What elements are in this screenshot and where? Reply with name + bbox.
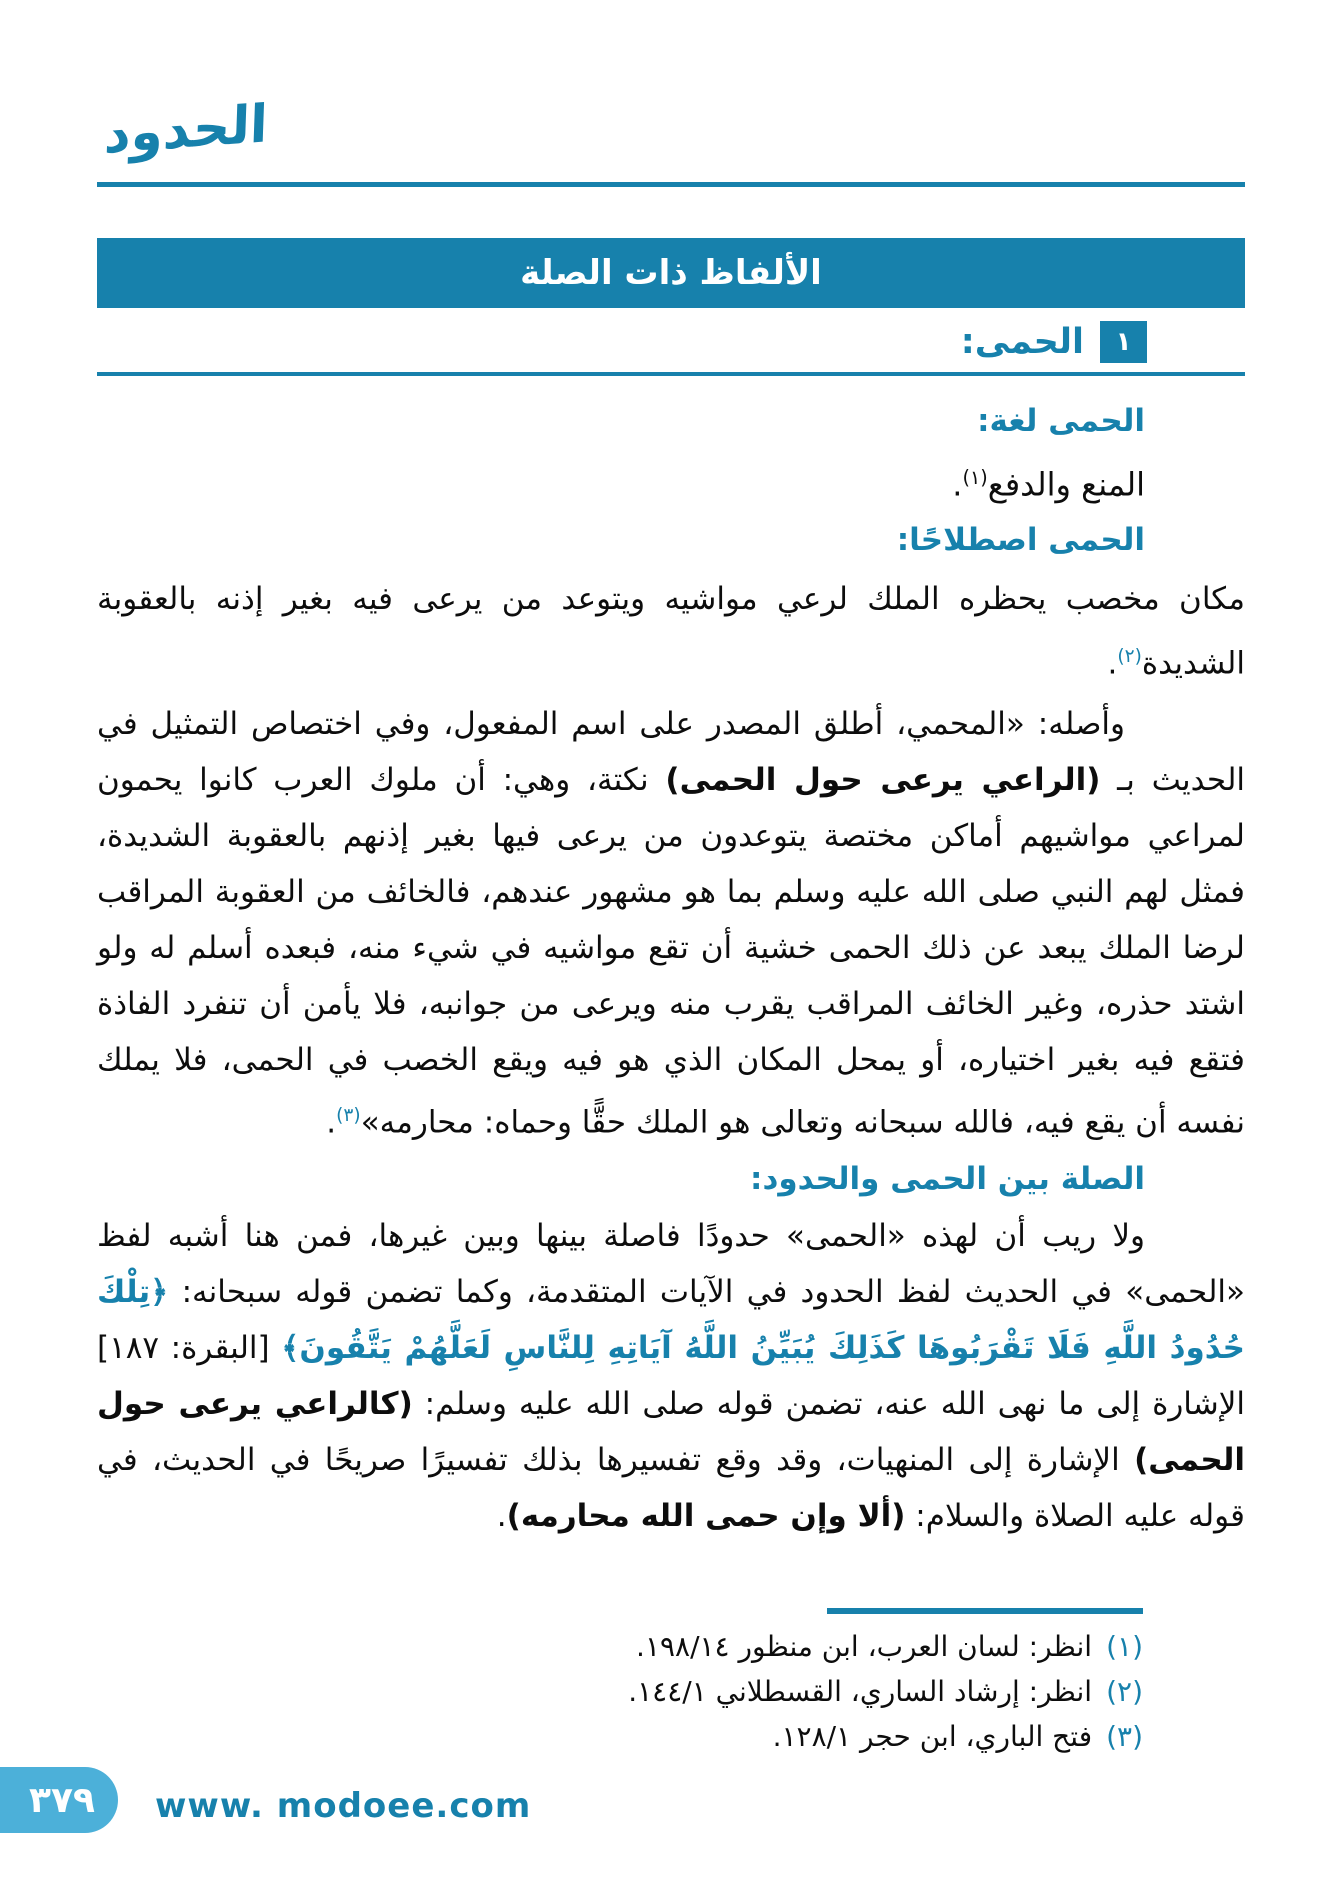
main-content <box>97 398 1245 1548</box>
text-segment-marker: (٢) <box>1117 645 1142 667</box>
footnote-text: انظر: إرشاد الساري، القسطلاني ١٤٤/١. <box>628 1675 1093 1708</box>
footnote-text: فتح الباري، ابن حجر ١٢٨/١. <box>772 1720 1093 1753</box>
term-title: الحمى: <box>960 322 1084 362</box>
text-segment-normal: . <box>326 1104 337 1141</box>
term-number-badge <box>1100 321 1147 363</box>
text-segment-normal: . <box>952 465 963 504</box>
subheading-istilah: الحمى اصطلاحًا: <box>896 521 1145 558</box>
text-segment-marker: (٣) <box>336 1104 361 1126</box>
text-segment-normal: الإشارة إلى المنهيات، وقد وقع تفسيرها بذلك تفسيرًا صريحًا في الحديث، في قوله عليه الصلاة والسلام: <box>97 1442 1245 1535</box>
section-banner-title: الألفاظ ذات الصلة <box>520 253 822 293</box>
subheading-sila: الصلة بين الحمى والحدود: <box>750 1161 1145 1198</box>
text-segment-bold: (كالراعي يرعى حول الحمى) <box>97 1386 1245 1479</box>
text-segment-normal: ولا ريب أن لهذه «الحمى» حدودًا فاصلة بينها وبين غيرها، فمن هنا أشبه لفظ «الحمى» في الحديث لفظ الحدود في الآيات المتقدمة، وكما تضمن قوله سبحانه: <box>97 1218 1245 1311</box>
text-segment-normal: وأصله: «المحمي، أطلق المصدر على اسم المفعول، وفي اختصاص التمثيل في الحديث بـ <box>97 705 1246 798</box>
text-segment-normal: . <box>1107 644 1118 681</box>
paragraph-istilah-definition <box>97 571 1245 692</box>
text-segment-bold: (ألا وإن حمى الله محارمه) <box>506 1498 906 1535</box>
page-number-tab <box>0 1767 118 1833</box>
footnote-marker: (٣) <box>1106 1720 1143 1753</box>
subheading-lugha: الحمى لغة: <box>977 403 1145 439</box>
text-segment-quran: ﴿تِلْكَ حُدُودُ اللَّهِ فَلَا تَقْرَبُوهَا كَذَلِكَ يُبَيِّنُ اللَّهُ آيَاتِهِ لِلنَّاسِ لَعَلَّهُمْ يَتَّقُونَ﴾ <box>97 1274 1246 1367</box>
footnotes-block <box>533 1608 1143 1759</box>
footnote-item <box>533 1714 1143 1759</box>
text-segment-marker-dark: (١) <box>962 466 988 489</box>
term-number: ١ <box>1115 327 1132 357</box>
term-rule <box>97 372 1245 376</box>
footnote-separator <box>827 1608 1143 1614</box>
text-segment-normal: . <box>496 1498 507 1535</box>
text-segment-bold: (الراعي يرعى حول الحمى) <box>665 761 1101 798</box>
paragraph-asl-explanation <box>97 696 1245 1150</box>
text-segment-normal: المنع والدفع <box>987 465 1145 504</box>
footnote-marker: (١) <box>1106 1630 1143 1663</box>
footnote-marker: (٢) <box>1106 1675 1143 1708</box>
header-rule <box>97 182 1245 187</box>
website-text: www. modoee.com <box>155 1786 532 1826</box>
footnote-item <box>533 1624 1143 1669</box>
text-segment-normal: [البقرة: ١٨٧] الإشارة إلى ما نهى الله عنه، تضمن قوله صلى الله عليه وسلم: <box>97 1330 1245 1423</box>
footnote-item <box>533 1669 1143 1714</box>
definition-lugha <box>97 452 1245 511</box>
chapter-title-calligraphy: الحدود <box>103 94 269 166</box>
section-banner <box>97 238 1245 308</box>
paragraph-sila <box>97 1208 1245 1544</box>
text-segment-normal: نكتة، وهي: أن ملوك العرب كانوا يحمون لمراعي مواشيهم أماكن مختصة يتوعدون من يرعى فيها بغير إذنهم بالعقوبة الشديدة، فمثل لهم النبي صلى الله عليه وسلم بما هو مشهور عندهم، فالخائف من العقوبة المراقب لرضا الملك يبعد عن ذلك الحمى خشية أن تقع مواشيه في شيء منه، فبعده أسلم له ولو اشتد حذره، وغير الخائف المراقب يقرب منه ويرعى من جوانبه، فلا يأمن أن تنفرد الفاذة فتقع فيه بغير اختياره، أو يمحل المكان الذي هو فيه ويقع الخصب في الحمى، فلا يملك نفسه أن يقع فيه، فالله سبحانه وتعالى هو الملك حقًّا وحماه: محارمه» <box>97 761 1245 1141</box>
term-row <box>97 318 1245 366</box>
footnote-text: انظر: لسان العرب، ابن منظور ١٩٨/١٤. <box>636 1630 1093 1663</box>
page-number: ٣٧٩ <box>29 1779 95 1821</box>
text-segment-normal: مكان مخصب يحظره الملك لرعي مواشيه ويتوعد من يرعى فيه بغير إذنه بالعقوبة الشديدة <box>97 580 1245 681</box>
